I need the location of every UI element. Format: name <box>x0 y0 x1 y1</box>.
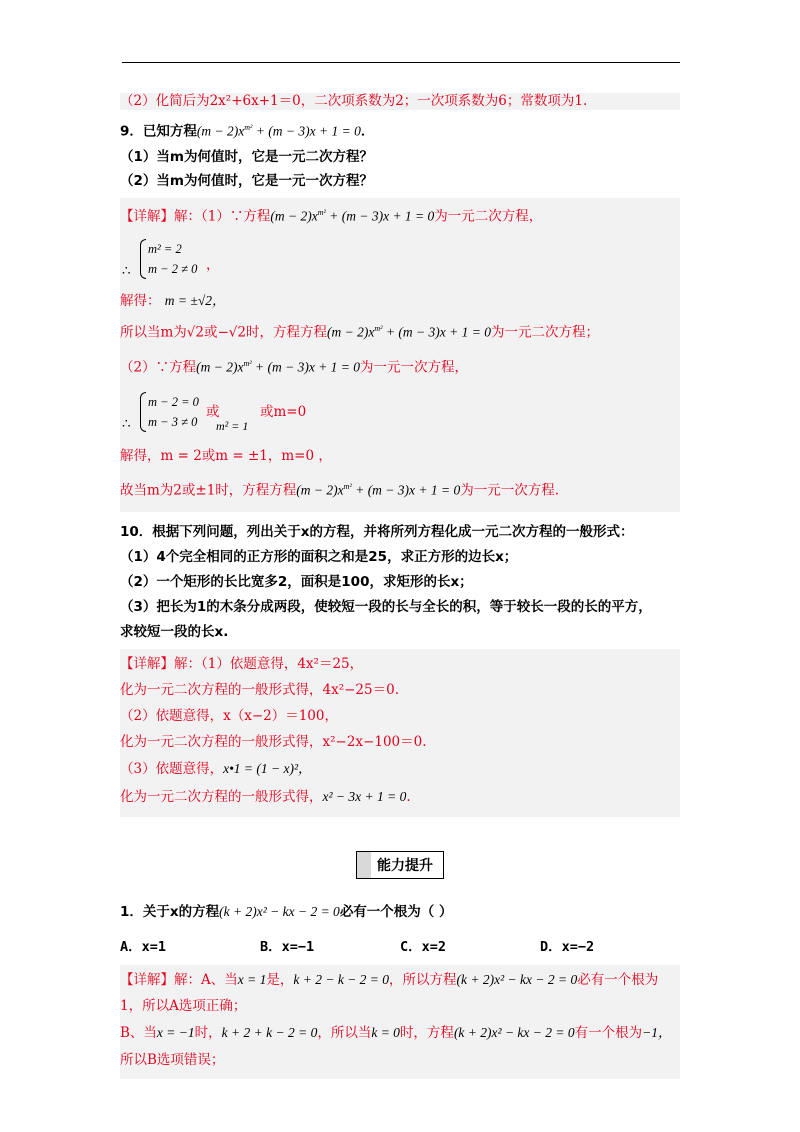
q10-part2: （2）一个矩形的长比宽多2，面积是100，求矩形的长x； <box>120 573 473 590</box>
q9-solution-1: 解得： m = ±√2， <box>120 293 226 309</box>
q1-answer-a: 【详解】解：A、当x = 1是，k + 2 − k − 2 = 0，所以方程(k + 2)x² − kx − 2 = 0必有一个根为 <box>120 971 659 988</box>
q9-conclusion-2: 故当m为2或±1时，方程方程$(m - 2)x^{m^2} + (m - 3)x + 1 = 0$为一元一次方程. <box>120 482 560 499</box>
q10-answer-1: 【详解】解：（1）依题意得，4x²＝25， <box>120 655 364 672</box>
q10-part1: （1）4个完全相同的正方形的面积之和是25，求正方形的边长x； <box>120 548 518 565</box>
q1-answer-block <box>120 965 680 1079</box>
q9-system-1: ∴ m² = 2 m − 2 ≠ 0 ， <box>120 235 680 281</box>
option-d: D．x=−2 <box>540 938 595 955</box>
q9-answer-line2: （2）∵方程$(m - 2)x^{m^2} + (m - 3)x + 1 = 0$为一元一次方程， <box>120 358 469 375</box>
q1-answer-b-cont: 所以B选项错误； <box>120 1051 225 1068</box>
q10-part3-cont: 求较短一段的长x. <box>120 623 229 640</box>
q10-answer-3b: 化为一元二次方程的一般形式得，x² − 3x + 1 = 0. <box>120 788 411 805</box>
section-heading: 能力提升 <box>356 851 444 879</box>
section-heading-wrap <box>120 851 680 879</box>
q10-answer-block <box>120 649 680 817</box>
q9-answer-block <box>120 198 680 512</box>
option-b: B．x=−1 <box>260 938 315 955</box>
q1-title: 1．关于x的方程(k + 2)x² − kx − 2 = 0必有一个根为（ ） <box>120 903 453 920</box>
option-a: A．x=1 <box>120 938 167 955</box>
q1-answer-a-cont: 1，所以A选项正确； <box>120 997 247 1014</box>
q10-answer-2: （2）依题意得，x（x−2）＝100， <box>120 707 338 724</box>
q9-answer-line1: 【详解】解：（1）∵方程$(m - 2)x^{m^2} + (m - 3)x + 1 = 0$为一元二次方程， <box>120 207 543 224</box>
q10-answer-1b: 化为一元二次方程的一般形式得，4x²−25＝0. <box>120 681 399 698</box>
q1-answer-b: B、当x = −1时，k + 2 + k − 2 = 0，所以当k = 0时，方程(k + 2)x² − kx − 2 = 0有一个根为−1， <box>120 1024 672 1041</box>
q9-part2: （2）当m为何值时，它是一元一次方程？ <box>120 172 373 189</box>
q1-options <box>120 935 680 955</box>
q9-title: 9．已知方程$(m - 2)x^{m^2} + (m - 3)x + 1 = 0$． <box>120 123 375 140</box>
option-c: C．x=2 <box>400 938 447 955</box>
document-page <box>120 93 680 1079</box>
q10-title: 10．根据下列问题，列出关于x的方程，并将所列方程化成一元二次方程的一般形式： <box>120 523 634 540</box>
system-brace-1: m² = 2 m − 2 ≠ 0 <box>138 239 197 279</box>
q10-answer-2b: 化为一元二次方程的一般形式得，x²−2x−100＝0. <box>120 733 427 750</box>
q9-system-2: ∴ m − 2 = 0 m − 3 ≠ 0 或 m² = 1 或m=0 <box>120 388 680 434</box>
header-rule <box>122 62 680 63</box>
q9-conclusion-1: 所以当m为√2或−√2时，方程方程$(m - 2)x^{m^2} + (m - 3)x + 1 = 0$为一元二次方程； <box>120 324 599 341</box>
q10-answer-3: （3）依题意得，x•1 = (1 − x)²， <box>120 760 312 777</box>
q9-solution-2: 解得，m = 2或m = ±1，m=0 ， <box>120 448 332 464</box>
previous-answer-line: （2）化简后为2x²+6x+1＝0，二次项系数为2；一次项系数为6；常数项为1. <box>120 93 680 110</box>
system-brace-2: m − 2 = 0 m − 3 ≠ 0 <box>138 392 199 432</box>
q9-part1: （1）当m为何值时，它是一元二次方程？ <box>120 148 373 165</box>
q10-part3: （3）把长为1的木条分成两段，使较短一段的长与全长的积，等于较长一段的长的平方， <box>120 598 652 615</box>
